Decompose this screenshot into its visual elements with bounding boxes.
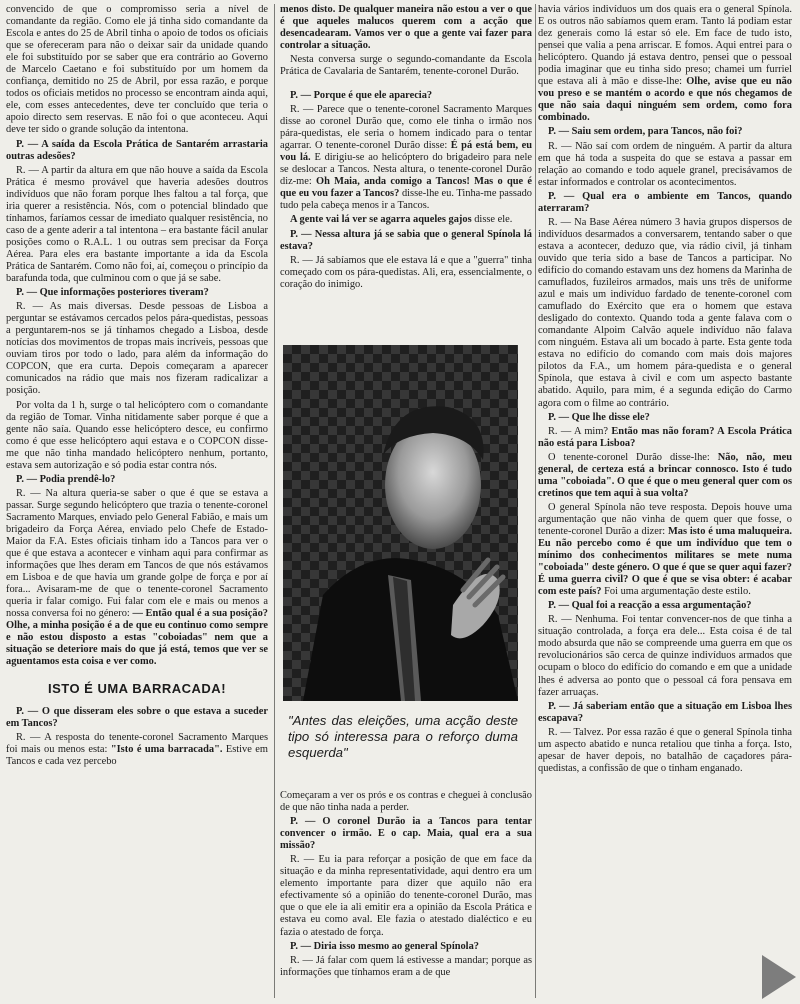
question: P. — Nessa altura já se sabia que o general Spínola lá estava? <box>280 228 532 252</box>
answer-emphasis: É pá está bem, eu vou lá. <box>280 140 532 164</box>
question: P. — O que disseram eles sobre o que estava a suceder em Tancos? <box>6 705 268 729</box>
answer-emphasis: Não, não, meu general, de certeza está a brincar connosco. Isto é tudo uma "coboiada". O que é que o meu general quer com os cretinos que tem aqui à sua volta? <box>538 451 792 499</box>
answer <box>280 104 532 212</box>
question: P. — Qual era o ambiente em Tancos, quando aterraram? <box>538 190 792 214</box>
question: P. — O coronel Durão ia a Tancos para tentar convencer o irmão. E o cap. Maia, qual era a sua missão? <box>280 816 532 852</box>
answer-text: R. — Na altura queria-se saber o que é que se estava a passar. Surge segundo helicóptero que trazia o tenente-coronel Sacramento Marques, enviado pelo General Fabião, e mais um brigadeiro da Força Aérea, enviado pelo Chefe de Estado-Maior da F.A. Estes oficiais tinham ido a Tancos para ver o que é que estava a acontecer e vinham aqui para confirmar as informações que lhes deram em Tancos de que nós estávamos em Lisboa e de que havia um grande golpe de força e por aí fora... Avisaram-me de que o tenente-coronel Sacramento queria ir falar comigo. Fui falar com ele e mais ou menos a nossa conversa foi no género: <box>6 487 268 620</box>
paragraph-emphasis: Olhe, avise que eu não vou preso e se mantém o acordo e que nós chegamos de que não saia daqui ninguém sem ordem, como fora combinado. <box>538 76 792 124</box>
question: P. — Que lhe disse ele? <box>548 411 650 423</box>
column-divider <box>535 4 536 998</box>
question: P. — Já saberiam então que a situação em Lisboa lhes escapava? <box>538 700 792 724</box>
portrait-photo <box>283 345 518 701</box>
photo-caption: "Antes das eleições, uma acção deste tipo só interessa para o reforço duma esquerda" <box>288 713 518 760</box>
answer-text: disse ele. <box>474 214 513 226</box>
answer-emphasis: A gente vai lá ver se agarra aqueles gajos <box>290 214 472 226</box>
paragraph: Começaram a ver os prós e os contras e cheguei à conclusão de que não tinha nada a perder. <box>280 790 532 814</box>
answer-text: R. — A mim? <box>548 425 609 437</box>
answer-text: O tenente-coronel Durão disse-lhe: <box>548 451 710 463</box>
paragraph: Por volta da 1 h, surge o tal helicóptero com o comandante da região de Tomar. Vinha nitidamente saber porque é que a gente não saía. Quando esse helicóptero desce, eu confirmo como é que esse helicóptero aqui estava e o COPCON disse-me que não tinha mandado helicóptero nenhum, portanto, estava sem autorização e só podia estar contra nós. <box>6 399 268 471</box>
answer-emphasis: "Isto é uma barracada". <box>110 743 223 755</box>
column-middle-upper-text <box>280 90 532 346</box>
column-middle-top <box>280 4 532 86</box>
answer <box>6 488 268 669</box>
next-page-arrow-icon[interactable] <box>762 955 796 999</box>
answer-text: disse-lhe eu. Tinha-me passado tudo pela cabeça menos ir a Tancos. <box>280 188 532 212</box>
question: P. — Podia prendê-lo? <box>16 473 116 485</box>
paragraph <box>538 452 792 500</box>
answer-text: R. — Parece que o tenente-coronel Sacramento Marques disse ao coronel Durão que, como ele tinha o irmão nos pára-quedistas, ele seria o homem indicado para o tentar agarrar. O tenente-coronel Durão disse: <box>280 104 532 152</box>
portrait-photo-image <box>283 345 518 701</box>
answer <box>6 732 268 768</box>
answer-text: O general Spínola não teve resposta. Depois houve uma argumentação que não vinha de quem quer que fosse, o tenente-coronel Durão a dizer: <box>538 501 792 537</box>
answer-text: Estive em Tancos e cada vez percebo <box>6 743 268 767</box>
column-right <box>538 4 792 1004</box>
answer-emphasis: Então mas não foram? A Escola Prática não está para Lisboa? <box>538 425 792 449</box>
question: P. — Diria isso mesmo ao general Spínola? <box>290 940 479 952</box>
answer: R. — Na Base Aérea número 3 havia grupos dispersos de indivíduos desarmados a conversarem, tentando saber o que estava a acontecer, deduzo que, via rádio civil, já tinham ouvido que teria sido a base de Tancos a participar. No edifício do comando estavam uns dez homens da Marinha de camuflados, fuzileiros armados, mais uns três de uniforme azul e mais um indivíduo fardado de tenente-coronel com camuflado do Exército que era o homem que estava desligado do contexto. Quando toda a gente falava com o comandante Alpoim Calvão aquele indivíduo não falava com ninguém. Estava ali um bocado à parte. Esta gente toda estava no edifício do comando com mais dois majores pilotos da F.A., um homem pára-quedista e o general Spínola, que estava à civil e com um aspecto bastante abatido. Aquilo, para mim, é a segunda edição do Carmo agora com o filme ao contrário. <box>538 216 792 409</box>
paragraph <box>538 502 792 598</box>
answer: R. — Já sabíamos que ele estava lá e que a "guerra" tinha começado com os pára-quedistas. Ali, era, essencialmente, o coração do inimigo. <box>280 254 532 290</box>
question: P. — A saída da Escola Prática de Santarém arrastaria outras adesões? <box>6 138 268 162</box>
question: P. — Saiu sem ordem, para Tancos, não foi? <box>548 126 743 138</box>
section-heading: ISTO É UMA BARRACADA! <box>47 680 227 696</box>
paragraph-text: havia vários indivíduos um dos quais era o general Spínola. E os outros não sabíamos quem eram. Tanto lá podiam estar dez generais como lá estar só ele. Em face de tudo isto, pensei que valia a pena arriscar. E fomos. Aqui entrei para o helicóptero. Quando já estava dentro, pensei que o pessoal podia imaginar que eu tinha sido preso; chamei um furriel que estava ali à mão e disse-lhe: <box>538 4 792 88</box>
answer: R. — Talvez. Por essa razão é que o general Spínola tinha um aspecto abatido e nunca retaliou que tinha a força. Isto, apesar de haver depois, no batalhão de caçadores pára-quedistas, a confissão de que o tinham enganado. <box>538 726 792 774</box>
answer-emphasis: Mas isto é uma maluqueira. Eu não percebo como é que um indivíduo que tem o mínimo dos conhecimentos militares se mete numa "coboiada" deste género. O que é que se quer aqui fazer? É uma guerra civil? O que é que se visa obter: é acabar com este país? <box>538 525 792 598</box>
paragraph: menos disto. De qualquer maneira não estou a ver o que é que aqueles malucos querem com a acção que desencadearam. Vamos ver o que a gente vai fazer para controlar a situação. <box>280 4 532 52</box>
paragraph <box>280 214 532 226</box>
answer: R. — Não saí com ordem de ninguém. A partir da altura em que há toda a suspeita do que se estava a passar em relação ao comando e todo aquele granel, precisávamos de estar informados e controlar os acontecimentos. <box>538 140 792 188</box>
column-divider <box>274 4 275 998</box>
answer: R. — Já falar com quem lá estivesse a mandar; porque as informações que tínhamos eram a de que <box>280 954 532 978</box>
answer: R. — Eu ia para reforçar a posição de que em face da situação e da minha representatividade, aqui dentro era um elemento importante para dizer que aquilo não era efectivamente só a opinião do tenente-coronel Durão, mas que o que ele ia ali emitir era a opinião da Escola Prática e estava eu como aval. Ele fazia o atestado dialéctico e eu fazia o atestado de força. <box>280 854 532 938</box>
answer: R. — A partir da altura em que não houve a saída da Escola Prática é mesmo provável que haveria adesões doutros indivíduos que não foram porque lhes faltou a tal força, que iria querer a resistência. Nós, com o potencial blindado que tínhamos, faríamos cessar de imediato qualquer resistência, no caso de a gente aderir a tal intentona – era bastante fácil anular posições como o R.A.L. 1 ou outras sem precisar da Força Aérea. Para eles era bastante importante a ida da Escola Prática de Santarém. Como não foi, aí, começou o princípio da barafunda toda, que culminou com o que já se sabe. <box>6 164 268 285</box>
question: P. — Qual foi a reacção a essa argumentação? <box>548 600 752 612</box>
column-left <box>6 4 268 1004</box>
question: P. — Porque é que ele aparecia? <box>290 90 433 101</box>
question: P. — Que informações posteriores tiveram? <box>16 287 209 299</box>
answer: R. — As mais diversas. Desde pessoas de Lisboa a perguntar se estávamos cercados pelos pára-quedistas, pessoas a perguntarem-nos se já tínhamos chegado a Lisboa, desde notícias dos movimentos de tropas mais incríveis, pessoas que ouviam tiros por todo o lado, para além da informação do COPCON, que era curta. Depois começaram a aparecer comunicados na rádio que mais nos fizeram radicalizar a posição. <box>6 301 268 397</box>
answer <box>538 426 792 450</box>
answer: R. — Nenhuma. Foi tentar convencer-nos de que tinha a situação controlada, a força era dele... Esta coisa é de tal modo absurda que não se compreende uma guerra em que os revolucionários são cerca de quinze indivíduos armados que ocupam o bloco do edifício do comando e em que a unidade lhes é adversa ao ponto que o pessoal cá fora pensava em fazer arruaças. <box>538 614 792 698</box>
column-middle-bottom <box>280 790 532 1000</box>
paragraph: convencido de que o compromisso seria a nível de comandante da região. Como ele já tinha sido comandante da Escola e antes do 25 de Abril tinha o apoio de todos os oficiais que se ofereceram para não o deixar sair da unidade quando ele foi substituído por se saber que era contrário ao Governo de Marcelo Caetano e foi substituído por um homem da confiança, demitido no 25 de Abril, por essa razão, e porque todos os oficiais metidos no processo se encontram ainda aqui, ele, com esses antecedentes, deve ter concluído que teria o apoio directo sem reservas. E não foi o que aconteceu. Aqui deve ter sido o grande solução da intentona. <box>6 4 268 136</box>
paragraph <box>538 4 792 124</box>
answer-text: Foi uma argumentação deste estilo. <box>604 586 751 598</box>
answer-text: R. — A resposta do tenente-coronel Sacramento Marques foi mais ou menos esta: <box>6 731 268 755</box>
answer-emphasis: Oh Maia, anda comigo a Tancos! Mas o que é que eu vou fazer a Tancos? <box>280 176 532 200</box>
answer-text: E dirigiu-se ao helicóptero do brigadeiro para nele se deslocar a Tancos. Nesta altura, o tenente-coronel Durão diz-me: <box>280 152 532 188</box>
paragraph: Nesta conversa surge o segundo-comandante da Escola Prática de Cavalaria de Santarém, tenente-coronel Durão. <box>280 54 532 78</box>
answer-emphasis: — Então qual é a sua posição? Olhe, a minha posição é a de que eu continuo como sempre e não estou disposto a estas "coboiadas" nem que a situação se deteriore mais do que já está, temos que ver se aguentamos esta coisa e ver como. <box>6 608 268 668</box>
